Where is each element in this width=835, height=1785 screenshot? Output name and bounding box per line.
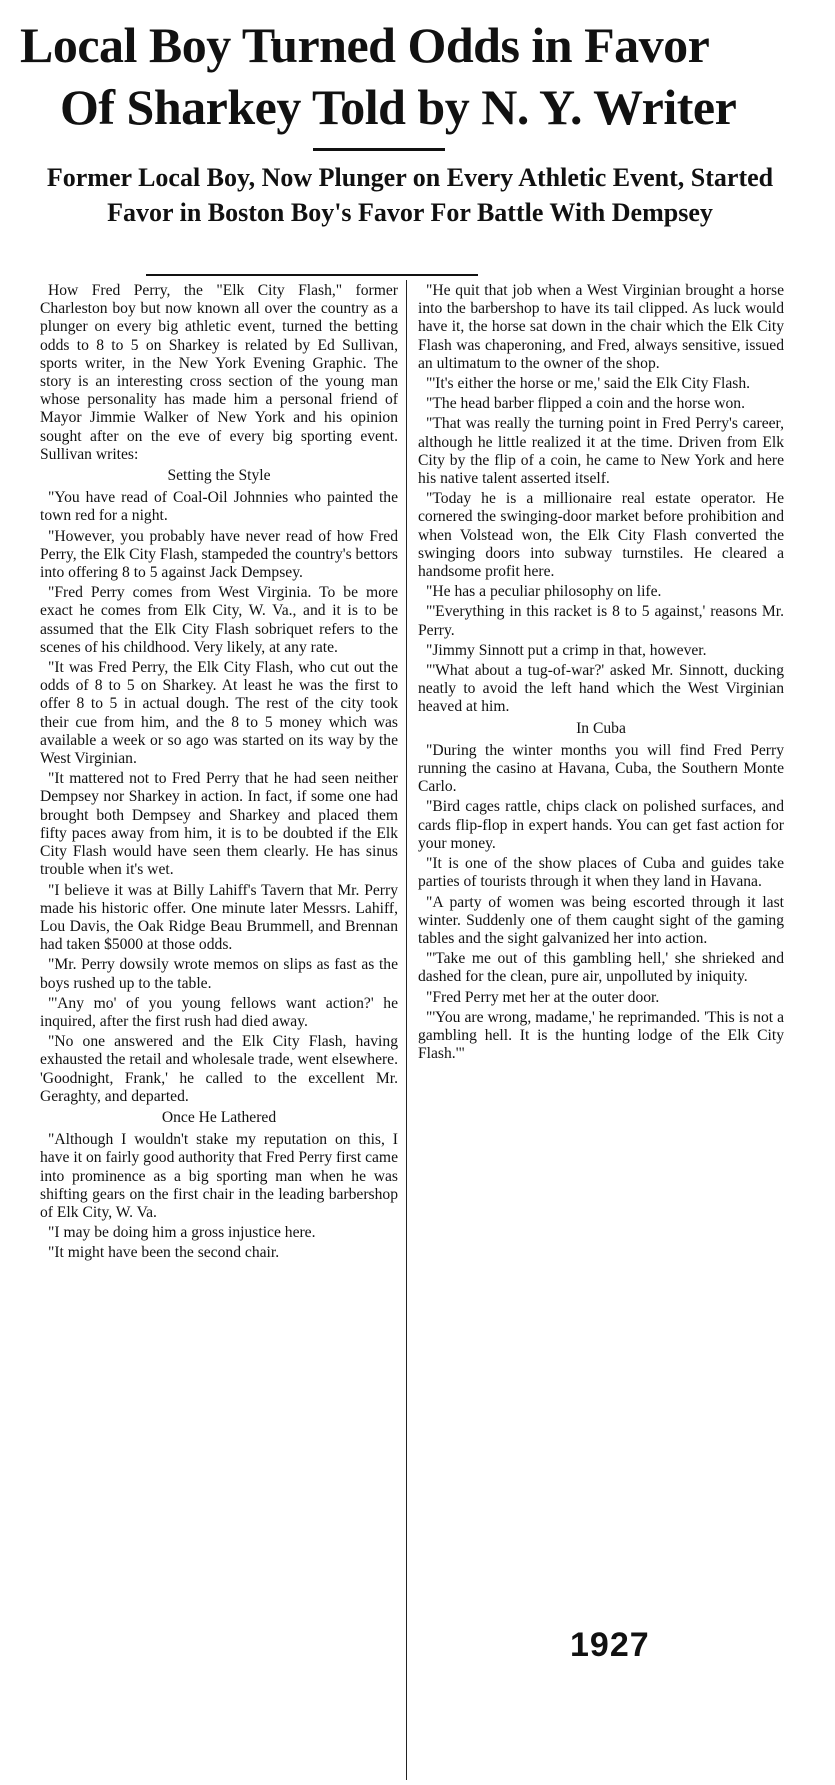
- paragraph: "You have read of Coal-Oil Johnnies who painted the town red for a night.: [40, 489, 398, 525]
- paragraph: "Fred Perry met her at the outer door.: [426, 988, 660, 1006]
- headline: [10, 14, 810, 138]
- paragraph: "Fred Perry comes from West Virginia. To be more exact he comes from Elk City, W. Va., and it is to be assumed that the Elk City Flash sobriquet refers to the scenes of his childhood. Very likely, at any rate.: [40, 584, 398, 656]
- headline-rule: [313, 148, 445, 151]
- year-label: 1927: [570, 1626, 650, 1664]
- paragraph: "I believe it was at Billy Lahiff's Tavern that Mr. Perry made his historic offer. One minute later Messrs. Lahiff, Lou Davis, the Oak Ridge Beau Brummell, and Brennan had taken $5000 at those odds.: [40, 881, 398, 954]
- article-column-2: [418, 282, 784, 1065]
- paragraph: "Today he is a millionaire real estate operator. He cornered the swinging-door market before prohibition and when Volstead won, the Elk City Flash converted the swinging doors into subway turnstiles. He cleared a handsome profit here.: [418, 490, 784, 581]
- section-subhead: Once He Lathered: [161, 1108, 277, 1126]
- paragraph: "'You are wrong, madame,' he reprimanded. 'This is not a gambling hell. It is the hunting lodge of the Elk City Flash.'": [418, 1008, 784, 1063]
- subheadline-deck: Former Local Boy, Now Plunger on Every Athletic Event, Started Favor in Boston Boy's Favor For Battle With Dempsey: [46, 163, 774, 227]
- paragraph: "'Everything in this racket is 8 to 5 against,' reasons Mr. Perry.: [418, 603, 784, 639]
- paragraph: "Bird cages rattle, chips clack on polished surfaces, and cards flip-flop in expert hands. You can get fast action for your money.: [418, 798, 784, 852]
- article-column-1: [40, 282, 398, 1265]
- paragraph: "He has a peculiar philosophy on life.: [426, 583, 662, 601]
- paragraph: "It mattered not to Fred Perry that he had seen neither Dempsey nor Sharkey in action. In fact, if some one had brought both Dempsey and Sharkey and placed them fifty paces away from him, it is to be doubted if the Elk City Flash would have seen them clearly. He has sinus trouble when it's wet.: [40, 770, 398, 879]
- paragraph: "Although I wouldn't stake my reputation on this, I have it on fairly good authority that Fred Perry first came into prominence as a big sporting man when he was shifting gears on the first chair in the leading barbershop of Elk City, W. Va.: [40, 1131, 398, 1221]
- paragraph: "It is one of the show places of Cuba and guides take parties of tourists through it when they land in Havana.: [418, 855, 784, 891]
- paragraph: "'It's either the horse or me,' said the Elk City Flash.: [426, 375, 751, 393]
- paragraph: "It might have been the second chair.: [48, 1244, 280, 1262]
- deck-rule: [146, 274, 478, 276]
- paragraph: "Jimmy Sinnott put a crimp in that, however.: [426, 641, 707, 659]
- paragraph: "I may be doing him a gross injustice here.: [48, 1224, 316, 1242]
- paragraph: How Fred Perry, the "Elk City Flash," former Charleston boy but now known all over the country as a plunger on every big athletic event, turned the betting odds to 8 to 5 on Sharkey is related by Ed Sullivan, sports writer, in the New York Evening Graphic. The story is an interesting cross section of the young man whose personality has made him a personal friend of Mayor Jimmie Walker of New York and his opinion sought after on the eve of every big sporting event. Sullivan writes:: [40, 282, 398, 463]
- headline-line-2: Of Sharkey Told by N. Y. Writer: [60, 79, 737, 135]
- paragraph: "'What about a tug-of-war?' asked Mr. Sinnott, ducking neatly to avoid the left hand which the West Virginian heaved at him.: [418, 662, 784, 716]
- section-subhead: Setting the Style: [167, 467, 271, 485]
- paragraph: "No one answered and the Elk City Flash, having exhausted the retail and wholesale trade, went elsewhere. 'Goodnight, Frank,' he called to the excellent Mr. Geraghty, and departed.: [40, 1033, 398, 1105]
- paragraph: "It was Fred Perry, the Elk City Flash, who cut out the odds of 8 to 5 on Sharkey. At least he was the first to offer 8 to 5 in actual dough. The rest of the city took their cue from him, and the 8 to 5 money which was available a week or so ago was started on its way by the West Virginian.: [40, 659, 398, 768]
- paragraph: "Mr. Perry dowsily wrote memos on slips as fast as the boys rushed up to the table.: [40, 956, 398, 992]
- paragraph: "However, you probably have never read of how Fred Perry, the Elk City Flash, stampeded the country's bettors into offering 8 to 5 against Jack Dempsey.: [40, 527, 398, 582]
- paragraph: "He quit that job when a West Virginian brought a horse into the barbershop to have its tail clipped. As luck would have it, the horse sat down in the chair which the Elk City Flash was chaperoning, and Fred, always sensitive, issued an ultimatum to the owner of the shop.: [418, 282, 784, 372]
- headline-line-1: Local Boy Turned Odds in Favor: [20, 17, 710, 73]
- section-subhead: In Cuba: [576, 719, 626, 737]
- paragraph: "A party of women was being escorted through it last winter. Suddenly one of them caught sight of the gaming tables and the sight galvanized her into action.: [418, 893, 784, 947]
- paragraph: "During the winter months you will find Fred Perry running the casino at Havana, Cuba, the Southern Monte Carlo.: [418, 741, 784, 796]
- column-divider: [406, 280, 407, 1780]
- paragraph: "'Any mo' of you young fellows want action?' he inquired, after the first rush had died away.: [40, 994, 398, 1030]
- paragraph: "That was really the turning point in Fred Perry's career, although he little realized it at the time. Driven from Elk City by the flip of a coin, he came to New York and here his native talent asserted itself.: [418, 415, 784, 488]
- paragraph: "'Take me out of this gambling hell,' she shrieked and dashed for the clean, pure air, unpolluted by iniquity.: [418, 950, 784, 986]
- paragraph: "The head barber flipped a coin and the horse won.: [426, 395, 745, 413]
